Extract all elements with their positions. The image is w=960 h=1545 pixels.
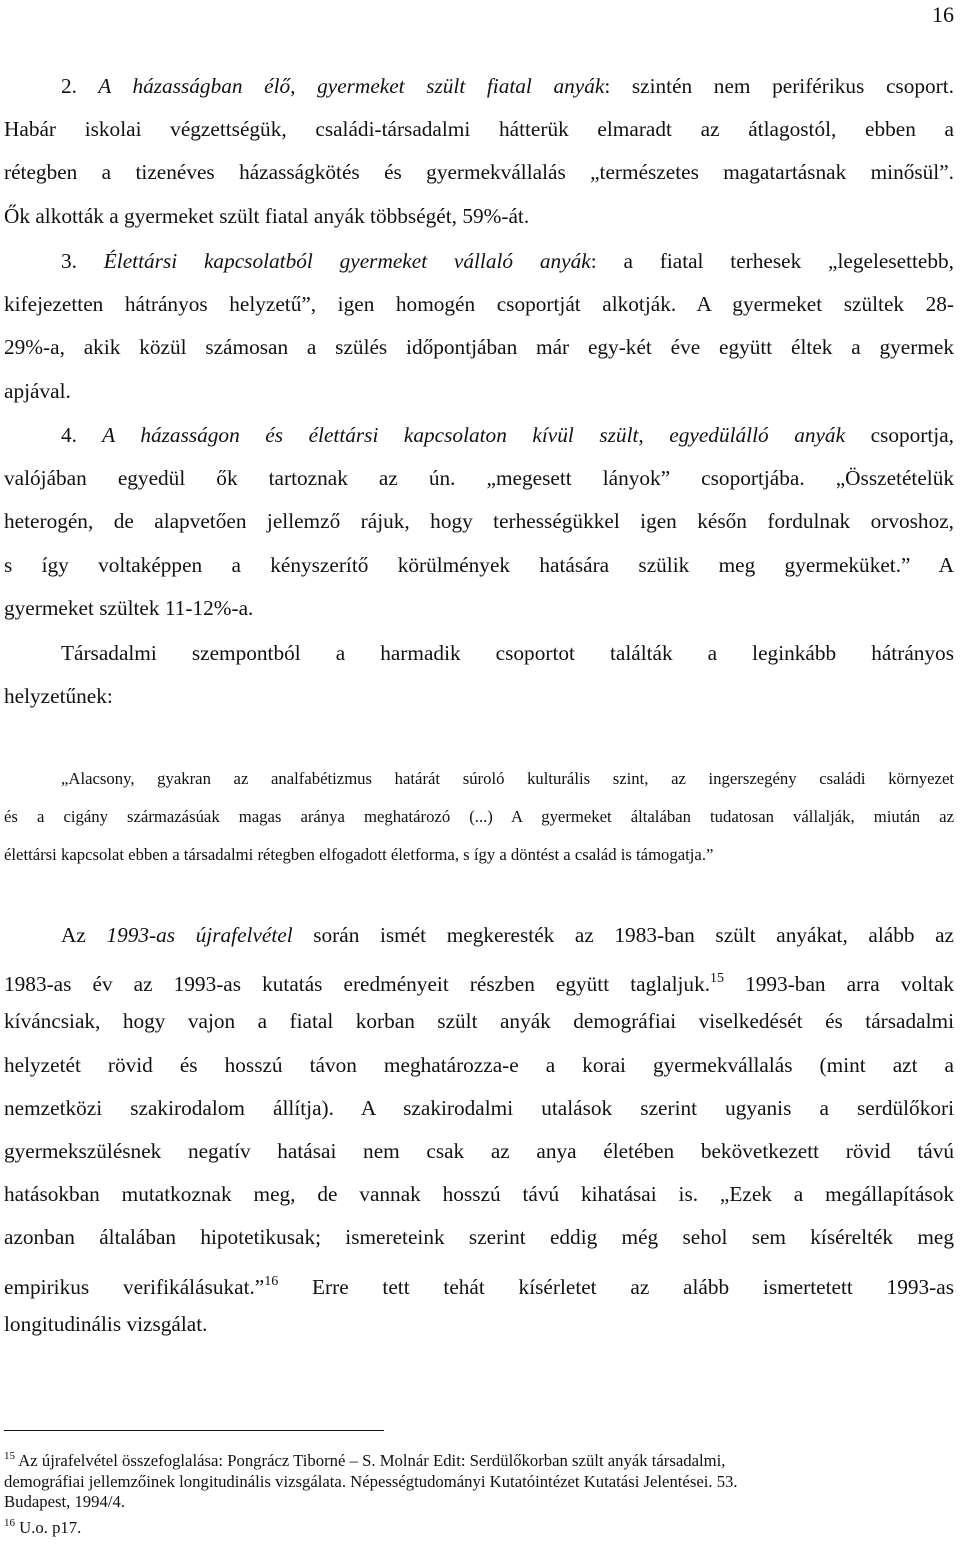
page-number: 16	[932, 2, 954, 27]
group-title: A házasságban élő, gyermeket szült fiatal anyák	[76, 74, 605, 98]
text-line: helyzetét rövid és hosszú távon meghatározza-e a korai gyermekvállalás (mint azt a	[4, 1052, 954, 1077]
footnote-divider	[4, 1430, 384, 1431]
text-line: Ők alkották a gyermeket szült fiatal anyák többségét, 59%-át.	[4, 203, 530, 228]
text-line: hatásokban mutatkoznak meg, de vannak hosszú távú kihatásai is. „Ezek a megállapítások	[4, 1182, 954, 1207]
text-line: gyermekszülésnek negatív hatásai nem csak az anya életében bekövetkezett rövid távú	[4, 1138, 954, 1163]
text-line	[4, 1260, 954, 1303]
text-line: valójában egyedül ők tartoznak az ún. „megesett lányok” csoportjába. „Összetételük	[4, 466, 954, 491]
footnote-number: 16	[4, 1516, 15, 1529]
quote-line: „Alacsony, gyakran az analfabétizmus határát súroló kulturális szint, az ingerszegény családi környezet	[61, 769, 954, 788]
text-span: empirikus verifikálásukat.”	[4, 1274, 265, 1299]
text-line: helyzetűnek:	[4, 684, 113, 709]
text-line: Társadalmi szempontból a harmadik csoportot találták a leginkább hátrányos	[61, 641, 954, 665]
footnote-text: Az újrafelvétel összefoglalása: Pongrácz Tiborné – S. Molnár Edit: Serdülőkorban szült anyák társadalmi,	[15, 1451, 726, 1470]
text-line: rétegben a tizenéves házasságkötés és gyermekvállalás „természetes magatartásnak minősül”.	[4, 160, 954, 185]
text-line	[4, 240, 954, 283]
group-title: Élettársi kapcsolatból gyermeket vállaló anyák	[76, 249, 591, 273]
text-line	[4, 914, 954, 957]
block-quote	[4, 760, 954, 874]
text-span: : szintén nem periférikus csoport.	[604, 74, 954, 98]
footnote-text-line: Budapest, 1994/4.	[4, 1492, 125, 1511]
text-line: Habár iskolai végzettségük, családi-társadalmi hátterük elmaradt az átlagostól, ebben a	[4, 117, 954, 142]
list-number: 3.	[61, 249, 77, 273]
footnote-text: U.o. p17.	[15, 1517, 82, 1537]
paragraph-group-3	[4, 240, 954, 413]
text-line: azonban általában hipotetikusak; ismereteink szerint eddig még sehol sem kísérelték meg	[4, 1225, 954, 1250]
group-title: A házasságon és élettársi kapcsolaton kívül szült, egyedülálló anyák	[76, 423, 846, 447]
text-line	[4, 957, 954, 1000]
text-span: során ismét megkeresték az 1983-ban szült anyákat, alább az	[292, 923, 954, 947]
text-span: 1983-as év az 1993-as kutatás eredményeit részben együtt taglaljuk.	[4, 972, 711, 997]
paragraph-conclusion	[4, 632, 954, 718]
text-line	[4, 414, 954, 457]
quote-line: élettársi kapcsolat ebben a társadalmi rétegben elfogadott életforma, s így a döntést a család is támogatja.”	[4, 845, 714, 864]
text-span: Erre tett tehát kísérletet az alább ismertetett 1993-as	[278, 1274, 954, 1299]
text-span: : a fiatal terhesek „legelesettebb,	[590, 249, 954, 273]
text-line: heterogén, de alapvetően jellemző rájuk, hogy terhességükkel igen későn fordulnak orvoshoz,	[4, 509, 954, 534]
footnote-15	[4, 1446, 954, 1472]
text-line: kifejezetten hátrányos helyzetű”, igen homogén csoportját alkotják. A gyermeket szültek 28-	[4, 292, 954, 317]
list-number: 2.	[61, 74, 77, 98]
text-line: longitudinális vizsgálat.	[4, 1311, 208, 1336]
text-line: nemzetközi szakirodalom állítja). A szakirodalmi utalások szerint ugyanis a serdülőkori	[4, 1095, 954, 1120]
text-span: csoportja,	[845, 423, 954, 447]
paragraph-group-4	[4, 414, 954, 630]
paragraph-1993-study	[4, 914, 954, 1346]
footnote-text-line: demográfiai jellemzőinek longitudinális vizsgálata. Népességtudományi Kutatóintézet Kutatási Jelentései. 53.	[4, 1471, 738, 1491]
list-number: 4.	[61, 423, 77, 447]
text-line: gyermeket szültek 11-12%-a.	[4, 595, 254, 620]
text-line: apjával.	[4, 378, 71, 403]
footnote-16	[4, 1513, 954, 1539]
text-line: s így voltaképpen a kényszerítő körülmények hatására szülik meg gyermeküket.” A	[4, 552, 954, 577]
footnotes	[4, 1446, 954, 1538]
footnote-ref[interactable]: 16	[264, 1273, 279, 1289]
text-line: kíváncsiak, hogy vajon a fiatal korban szült anyák demográfiai viselkedését és társadalmi	[4, 1009, 954, 1034]
footnote-ref[interactable]: 15	[710, 971, 725, 987]
text-line: 29%-a, akik közül számosan a szülés időpontjában már egy-két éve együtt éltek a gyermek	[4, 335, 954, 360]
text-span: 1993-ban arra voltak	[724, 972, 954, 997]
italic-term: 1993-as újrafelvétel	[106, 923, 293, 947]
text-line	[4, 65, 954, 108]
quote-line: és a cigány származásúak magas aránya meghatározó (...) A gyermeket általában tudatosan vállalják, miután az	[4, 807, 954, 826]
text-span: Az	[61, 923, 107, 947]
paragraph-group-2	[4, 65, 954, 238]
footnote-number: 15	[4, 1450, 15, 1462]
